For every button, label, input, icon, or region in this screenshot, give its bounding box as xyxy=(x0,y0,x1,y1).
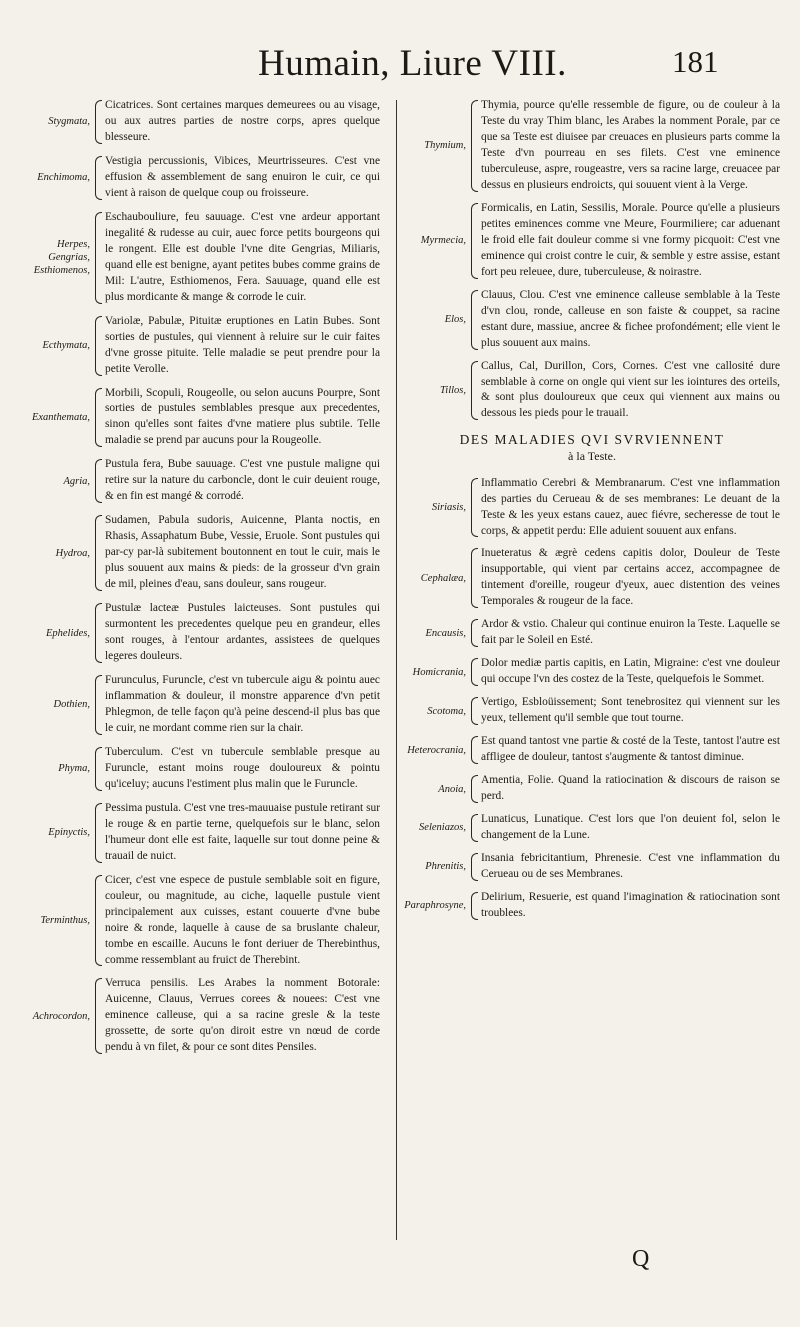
entry-definition: Thymia, pource qu'elle ressemble de figure, ou de couleur à la Teste du vray Thim blanc, les Arabes la nomment Porale, par ce que sa Teste est diuisee par creuaces en plusieurs parts comme la Teste d'vn pourreau en ses filets. C'est vne eminence tuberculeuse, aspre, rougeastre, vers sa racine large, creuacee par dessus en plusieurs endroicts, qui souuent vient à la Verge. xyxy=(481,99,780,191)
glossary-entry xyxy=(404,546,780,610)
left-column xyxy=(28,98,380,1064)
brace-mark xyxy=(95,747,102,791)
entry-term: Scotoma, xyxy=(427,705,466,717)
entry-term-list xyxy=(28,914,93,927)
entry-term-list xyxy=(404,860,469,873)
entry-definition: Callus, Cal, Durillon, Cors, Cornes. C'est vne callosité dure semblable à corne on ongle qui vient sur les iointures des orteils, & sont plus douloureux que ceux qui viennent aux mains ou dessous les pieds pour le trauail. xyxy=(481,359,780,420)
entry-term: Achrocordon, xyxy=(32,1010,90,1022)
glossary-entry xyxy=(404,812,780,844)
entry-term-list xyxy=(28,238,93,277)
glossary-entry xyxy=(28,98,380,146)
running-title: Humain, Liure VIII. xyxy=(258,43,567,84)
section-title: DES MALADIES QVI SVRVIENNENT xyxy=(459,432,725,448)
entry-term: Ecthymata, xyxy=(42,340,90,351)
entry-term-list xyxy=(28,627,93,640)
left-entry-list xyxy=(28,98,380,1056)
entry-definition: Dolor mediæ partis capitis, en Latin, Migraine: c'est vne douleur qui occupe l'vn des costez de la Teste, quelquefois le Sommet. xyxy=(481,657,780,686)
glossary-entry xyxy=(28,976,380,1056)
brace-mark xyxy=(95,675,102,735)
entry-definition: Lunaticus, Lunatique. C'est lors que l'on deuient fol, selon le changement de la Lune. xyxy=(481,813,780,841)
entry-term: Paraphrosyne, xyxy=(404,900,466,912)
entry-term-list xyxy=(404,234,469,247)
entry-definition: Furunculus, Furuncle, c'est vn tubercule aigu & pointu auec inflammation & douleur, il monstre apparence d'vn petit Phlegmon, de telle façon qu'à peine descend-il plus bas que le cuir, ne mordant comme rien sur la chair. xyxy=(105,674,380,734)
entry-term: Elos, xyxy=(444,314,466,326)
glossary-entry xyxy=(28,873,380,969)
entry-definition: Variolæ, Pabulæ, Pituitæ eruptiones en Latin Bubes. Sont sorties de pustules, qui viennent à reluire sur le cuir faites d'vne grosse pituite. Telle maladie se peut prendre pour la petite Verolle. xyxy=(105,314,380,375)
right-bottom-entry-list xyxy=(404,476,780,922)
entry-term-list xyxy=(404,705,469,718)
entry-term-list xyxy=(404,501,469,514)
brace-mark xyxy=(95,515,102,591)
entry-term-list xyxy=(28,339,93,352)
brace-mark xyxy=(471,100,478,192)
entry-definition: Pustula fera, Bube sauuage. C'est vne pustule maligne qui retire sur la nature du carboncle, dont le cuir deuient rouge, & en fin est mangé & corrodé. xyxy=(105,458,380,503)
entry-definition: Cicatrices. Sont certaines marques demeurees ou au visage, ou aux autres parties de nostre corps, apres quelque blesseure. xyxy=(105,99,380,143)
entry-term: Exanthemata, xyxy=(31,411,90,423)
glossary-entry xyxy=(28,745,380,793)
entry-term-list xyxy=(404,139,469,152)
entry-definition: Inueteratus & ægrè cedens capitis dolor, Douleur de Teste insupportable, qui vient par certains accez, accompagnee de tintement d'oreille, rougeur d'yeux, auec distention des veines Temporales & rougeur de la face. xyxy=(481,547,780,608)
glossary-entry xyxy=(404,656,780,688)
entry-term-list xyxy=(28,115,93,128)
entry-term: Dothien, xyxy=(53,699,90,711)
entry-term: Epinyctis, xyxy=(48,827,90,839)
entry-term-list xyxy=(28,475,93,488)
brace-mark xyxy=(95,156,102,200)
entry-term-list xyxy=(404,313,469,326)
glossary-entry xyxy=(404,734,780,766)
glossary-entry xyxy=(28,601,380,665)
entry-term-list xyxy=(404,744,469,757)
entry-term: Seleniazos, xyxy=(419,822,466,834)
brace-mark xyxy=(471,548,478,608)
entry-term: Enchimoma, xyxy=(37,172,90,184)
page-number: 181 xyxy=(672,44,719,79)
entry-term-list xyxy=(28,1010,93,1023)
section-subtitle: à la Teste. xyxy=(568,448,616,463)
entry-definition: Inflammatio Cerebri & Membranarum. C'est vne inflammation des parties du Cerueau & de ses membranes: Le deuant de la Teste & les yeux estans cauez, auec fiévre, secheresse de tout le corps, & appetit perdu: Elle aduient souuent aux enfans. xyxy=(481,476,780,537)
brace-mark xyxy=(471,814,478,842)
entry-definition: Pessima pustula. C'est vne tres-mauuaise pustule retirant sur le rouge & en partie terne, quelquefois sur le blanc, selon l'humeur dont elle est faite, laquelle sur tout donne peine & trauail de nuict. xyxy=(105,801,380,862)
brace-mark xyxy=(471,853,478,881)
entry-term: Cephalæa, xyxy=(420,572,466,584)
entry-term-list xyxy=(404,783,469,796)
entry-definition: Vestigia percussionis, Vibices, Meurtrisseures. C'est vne effusion & assemblement de sang enuiron le cuir, ce qui vient à raison de quelque coup ou froisseure. xyxy=(105,154,380,199)
brace-mark xyxy=(95,978,102,1054)
entry-term: Homicrania, xyxy=(412,666,466,678)
glossary-entry xyxy=(404,695,780,727)
glossary-entry xyxy=(28,314,380,378)
glossary-entry xyxy=(28,457,380,505)
brace-mark xyxy=(471,478,478,538)
entry-term-list xyxy=(28,762,93,775)
brace-mark xyxy=(95,100,102,144)
glossary-entry xyxy=(404,98,780,194)
entry-term-list xyxy=(28,547,93,560)
entry-term: Phyma, xyxy=(58,763,90,775)
glossary-entry xyxy=(28,154,380,202)
entry-term-list xyxy=(28,171,93,184)
entry-term: Terminthus, xyxy=(40,915,90,926)
entry-term-list xyxy=(404,821,469,834)
brace-mark xyxy=(95,316,102,376)
brace-mark xyxy=(95,603,102,663)
brace-mark xyxy=(95,459,102,503)
entry-term: Thymium, xyxy=(424,140,466,152)
brace-mark xyxy=(471,892,478,920)
glossary-entry xyxy=(404,288,780,352)
entry-term: Tillos, xyxy=(440,384,466,396)
entry-term: Gengrias, xyxy=(48,252,90,264)
entry-term-list xyxy=(404,899,469,912)
entry-definition: Insania febricitantium, Phrenesie. C'est vne inflammation du Cerueau ou de ses Membranes. xyxy=(481,851,780,880)
glossary-entry xyxy=(404,773,780,805)
running-header xyxy=(0,40,800,86)
glossary-entry xyxy=(404,359,780,423)
entry-definition: Vertigo, Esbloüissement; Sont tenebrositez qui viennent sur les yeux, tellement qu'il semble que tout tourne. xyxy=(481,696,780,725)
entry-term: Agria, xyxy=(63,475,90,487)
entry-definition: Est quand tantost vne partie & costé de la Teste, tantost l'autre est affligee de douleur, tantost s'augmente & tantost diminue. xyxy=(481,735,780,764)
entry-definition: Formicalis, en Latin, Sessilis, Morale. Pource qu'elle a plusieurs petites eminences comme vne Meure, Fourmiliere; car aduenant le froid elle fait douleur comme si vne formy picquoit: C'est vne eminence qui croist contre le cuir, & semble y estre assise, estant fort peu releuee, dure, tuberculeuse, & noirastre. xyxy=(481,201,780,278)
glossary-entry xyxy=(404,617,780,649)
entry-definition: Amentia, Folie. Quand la ratiocination & discours de raison se perd. xyxy=(481,774,780,803)
entry-term-list xyxy=(404,384,469,397)
entry-definition: Verruca pensilis. Les Arabes la nomment Botorale: Auicenne, Clauus, Verrues corees & nouees: C'est vne eminence calleuse, qui a sa racine gresle & la teste grossette, de sorte qu'on diroit estre vn nœud de corde pendu à vn filet, & pour ce sont dites Pensiles. xyxy=(105,977,380,1054)
entry-term: Siriasis, xyxy=(431,501,466,513)
brace-mark xyxy=(471,290,478,350)
brace-mark xyxy=(471,658,478,686)
entry-definition: Eschaubouliure, feu sauuage. C'est vne ardeur apportant inegalité & rudesse au cuir, auec force petits bourgeons qui le rongent. Elle est double l'vne dite Gengrias, Miliaris, quand elle est benigne, ayant petites bubes comme grains de Mil: L'autre, Esthiomenos, Fera. Sauuage, quand elle est plus mordicante & mange & corrode le cuir. xyxy=(105,210,380,303)
glossary-entry xyxy=(28,386,380,450)
entry-definition: Morbili, Scopuli, Rougeolle, ou selon aucuns Pourpre, Sont sorties de pustules semblables presque aux precedentes, sinon qu'elles sont faites d'vne matiere plus subtile. Telle maladie se prend par aucuns pour la Rougeolle. xyxy=(105,386,380,447)
entry-term-list xyxy=(404,627,469,640)
brace-mark xyxy=(95,212,102,304)
entry-term-list xyxy=(404,666,469,679)
column-rule xyxy=(396,100,397,1240)
glossary-entry xyxy=(404,890,780,922)
brace-mark xyxy=(471,619,478,647)
entry-definition: Sudamen, Pabula sudoris, Auicenne, Planta noctis, en Rhasis, Assaphatum Bube, Vessie, Eruole. Sont pustules qui par-cy par-là subitement boutonnent en tout le cuir, mais le plus souuent aux mains & pieds: de la grosseur d'vn grain de mil, pleines d'eau, sans douleur, sans rougeur. xyxy=(105,514,380,591)
entry-definition: Tuberculum. C'est vn tubercule semblable presque au Furuncle, estant moins rouge douloureux & pointu qu'iceluy; aucuns l'estiment plus malin que le Furuncle. xyxy=(105,745,380,790)
entry-term: Heterocrania, xyxy=(407,744,466,756)
brace-mark xyxy=(471,775,478,803)
entry-definition: Delirium, Resuerie, est quand l'imagination & ratiocination sont troublees. xyxy=(481,890,780,919)
brace-mark xyxy=(95,388,102,448)
entry-term-list xyxy=(28,411,93,424)
brace-mark xyxy=(95,803,102,863)
glossary-entry xyxy=(28,513,380,593)
entry-term: Anoia, xyxy=(438,783,466,795)
entry-term: Encausis, xyxy=(425,627,466,639)
right-column xyxy=(404,98,780,929)
entry-term: Esthiomenos, xyxy=(33,265,90,277)
entry-term: Hydroa, xyxy=(55,547,90,559)
entry-term: Herpes, xyxy=(57,239,90,251)
brace-mark xyxy=(471,697,478,725)
entry-term: Phrenitis, xyxy=(425,861,466,873)
right-top-entry-list xyxy=(404,98,780,422)
entry-definition: Clauus, Clou. C'est vne eminence calleuse semblable à la Teste d'vn clou, ronde, calleuse en son faiste & couppet, sa racine estant dure, massiue, ancree & fichee profondément; elle vient le plus souuent aux mains. xyxy=(481,288,780,349)
glossary-entry xyxy=(404,476,780,540)
entry-definition: Ardor & vstio. Chaleur qui continue enuiron la Teste. Laquelle se fait par le Soleil en Esté. xyxy=(481,618,780,647)
brace-mark xyxy=(95,875,102,967)
glossary-entry xyxy=(404,851,780,883)
entry-term-list xyxy=(404,572,469,585)
catchword: Q xyxy=(632,1246,650,1272)
entry-term: Ephelides, xyxy=(45,627,90,639)
glossary-entry xyxy=(404,201,780,281)
brace-mark xyxy=(471,736,478,764)
glossary-entry xyxy=(28,673,380,737)
entry-term-list xyxy=(28,698,93,711)
entry-term: Myrmecia, xyxy=(420,235,466,247)
brace-mark xyxy=(471,361,478,421)
glossary-entry xyxy=(28,801,380,865)
entry-definition: Pustulæ lacteæ Pustules laicteuses. Sont pustules qui surmontent les precedentes quelque peu en grandeur, elles sont rouges, à l'entour ardantes, assistees de quelques legeres douleurs. xyxy=(105,602,380,663)
glossary-entry xyxy=(28,210,380,306)
brace-mark xyxy=(471,203,478,279)
entry-term-list xyxy=(28,826,93,839)
entry-term: Stygmata, xyxy=(48,116,90,128)
entry-definition: Cicer, c'est vne espece de pustule semblable soit en figure, couleur, ou magnitude, au ciche, laquelle pustule vient principalement aux cuisses, estant couuerte d'vne bube noire & ronde, laquelle à cause de sa bruslante chaleur, tombe en escaille. Aucuns le font deriuer de Therebinthus, comme ressemblant au fruict de Therebint. xyxy=(105,873,380,966)
